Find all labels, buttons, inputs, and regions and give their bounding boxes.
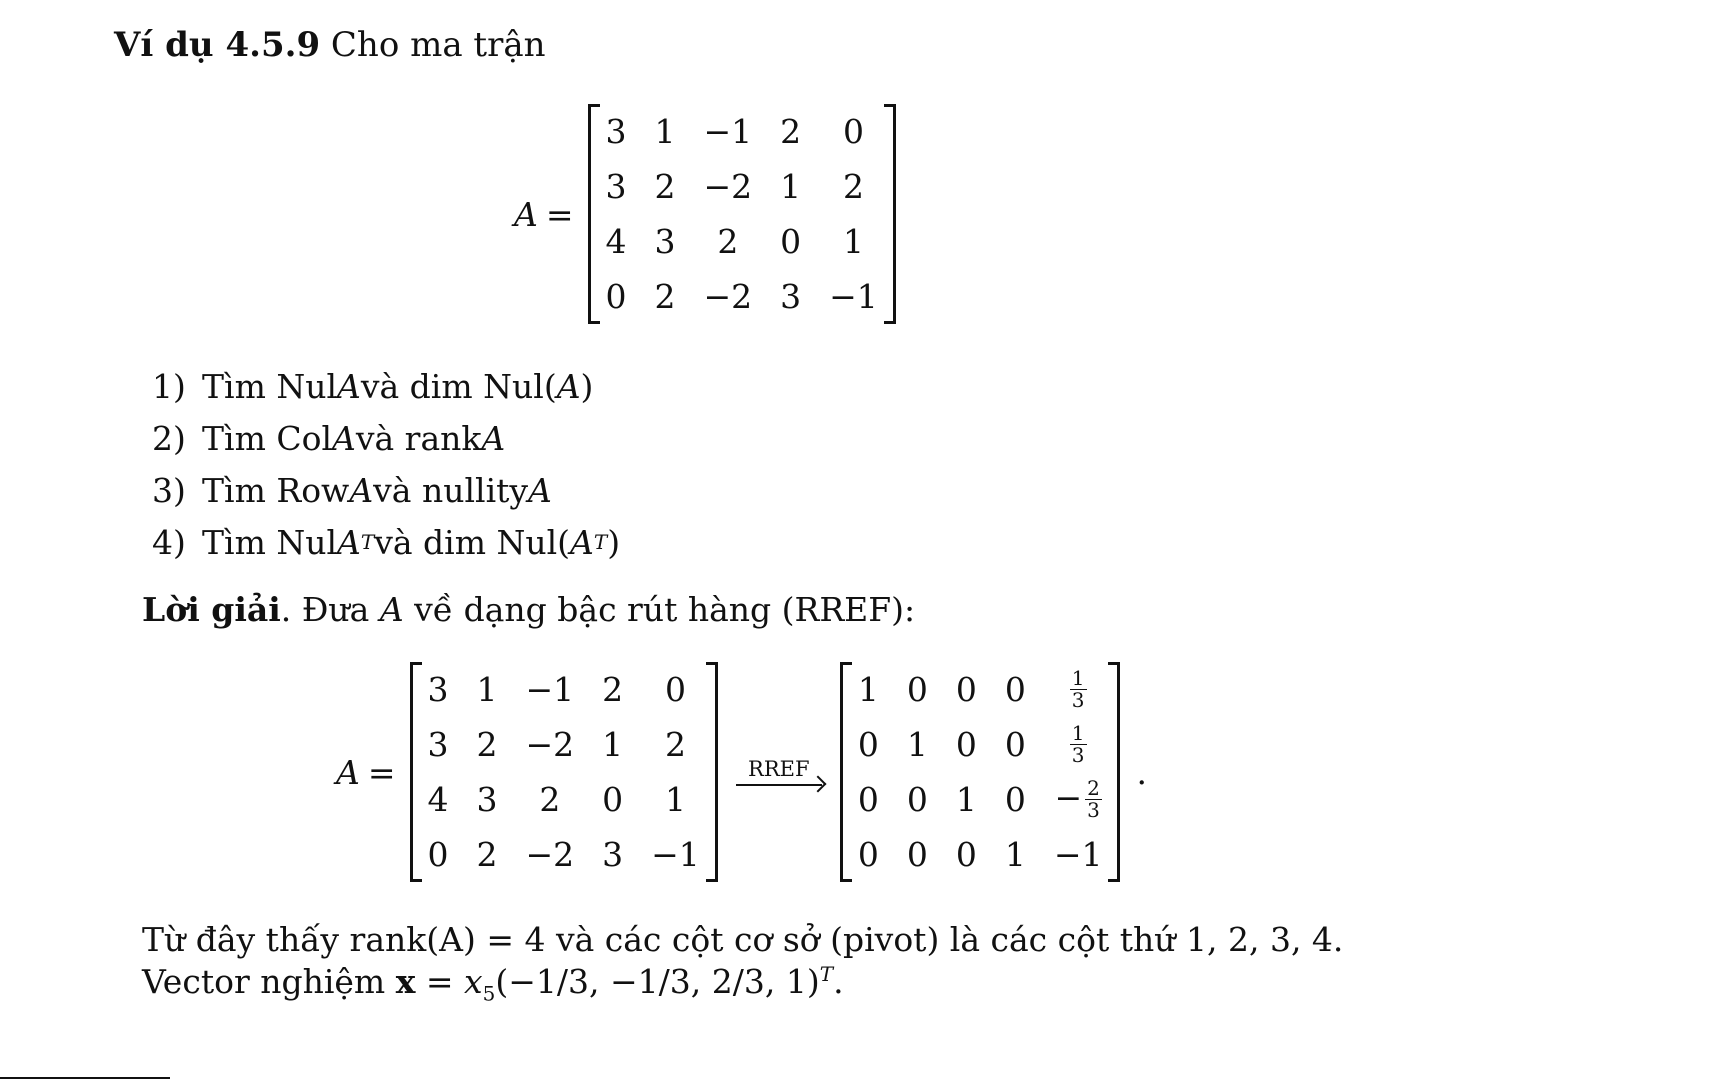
matrix-entry: 0 bbox=[1004, 725, 1026, 764]
solution-label: Lời giải bbox=[142, 590, 281, 629]
reduction-matrix-a-table bbox=[424, 662, 704, 882]
matrix-entry: 2 bbox=[842, 167, 864, 206]
matrix-entry: 3 bbox=[780, 277, 802, 316]
solution-post: về dạng bậc rút hàng (RREF): bbox=[403, 590, 916, 629]
solution-var: A bbox=[379, 590, 404, 629]
matrix-a-display bbox=[514, 104, 896, 324]
matrix-entry: 2 bbox=[476, 835, 498, 874]
matrix-entry: 0 bbox=[605, 277, 627, 316]
matrix-entry: − $\frac{2}{3}$ bbox=[1054, 776, 1100, 823]
task-item: 2) Tìm Col A và rank A bbox=[152, 418, 506, 458]
matrix-entry bbox=[1040, 662, 1107, 717]
matrix-entry: 1 bbox=[780, 167, 802, 206]
matrix-entry: 0 bbox=[664, 670, 686, 709]
matrix-entry: 0 bbox=[1004, 780, 1026, 819]
matrix-entry: −1 bbox=[651, 835, 700, 874]
fraction: $\frac{2}{3}$ bbox=[1087, 776, 1100, 823]
matrix-entry: 4 bbox=[427, 780, 449, 819]
rref-matrix bbox=[840, 662, 1121, 882]
task-number: 2) bbox=[152, 418, 186, 458]
period: . bbox=[1136, 752, 1147, 792]
matrix-entry: 2 bbox=[539, 780, 561, 819]
matrix-entry: −2 bbox=[703, 167, 753, 206]
matrix-row bbox=[424, 772, 704, 827]
fraction: $\frac{1}{3}$ bbox=[1071, 666, 1085, 713]
matrix-entry: 3 bbox=[605, 167, 627, 206]
reduction-matrix-a bbox=[410, 662, 718, 882]
matrix-entry: 1 bbox=[664, 780, 686, 819]
matrix-entry: 1 bbox=[476, 670, 498, 709]
matrix-entry: 0 bbox=[906, 670, 928, 709]
matrix-entry: 4 bbox=[605, 222, 627, 261]
matrix-entry: −1 bbox=[1053, 835, 1103, 874]
task-item: 1) Tìm Nul A và dim Nul( A ) bbox=[152, 366, 594, 406]
matrix-entry: 3 bbox=[427, 725, 449, 764]
matrix-entry: 3 bbox=[654, 222, 676, 261]
rref-matrix-table bbox=[854, 662, 1107, 882]
matrix-row bbox=[854, 717, 1107, 772]
task-number: 1) bbox=[152, 366, 186, 406]
matrix-entry: −1 bbox=[703, 112, 753, 151]
matrix-a-lhs: A = bbox=[514, 194, 574, 234]
example-label: Ví dụ 4.5.9 bbox=[114, 25, 321, 65]
matrix-a bbox=[588, 104, 896, 324]
matrix-row bbox=[424, 717, 704, 772]
matrix-entry: 1 bbox=[654, 112, 676, 151]
matrix-entry: −1 bbox=[525, 670, 575, 709]
matrix-row bbox=[424, 827, 704, 882]
task-list bbox=[152, 360, 620, 568]
task-item: 4) Tìm Nul A T và dim Nul( A T ) bbox=[152, 522, 621, 562]
matrix-entry: 2 bbox=[780, 112, 802, 151]
solution-intro bbox=[142, 590, 915, 629]
matrix-entry bbox=[1040, 717, 1107, 772]
matrix-entry: 1 bbox=[602, 725, 624, 764]
matrix-entry: 1 bbox=[906, 725, 928, 764]
matrix-entry: 0 bbox=[857, 780, 879, 819]
matrix-entry: 0 bbox=[602, 780, 624, 819]
solution-pre: . Đưa bbox=[280, 590, 380, 629]
conclusion-line-2: Vector nghiệm $x = x_5(-1/3$, −1/3, 2/3, 1)$^T$. bbox=[142, 962, 844, 1006]
matrix-row bbox=[602, 104, 882, 159]
matrix-entry: 3 bbox=[427, 670, 449, 709]
matrix-row bbox=[602, 269, 882, 324]
matrix-entry: −2 bbox=[703, 277, 753, 316]
matrix-entry: 0 bbox=[857, 835, 879, 874]
matrix-entry: −2 bbox=[525, 835, 575, 874]
matrix-entry: 0 bbox=[955, 835, 977, 874]
matrix-row bbox=[854, 662, 1107, 717]
matrix-a-table bbox=[602, 104, 882, 324]
rref-arrow-label: RREF bbox=[748, 756, 810, 781]
reduction-display bbox=[336, 662, 1147, 882]
matrix-entry: 2 bbox=[476, 725, 498, 764]
conclusion-line-1: Từ đây thấy rank(A) = 4 và các cột cơ sở (pivot) là các cột thứ 1, 2, 3, 4. bbox=[142, 920, 1344, 959]
matrix-entry: 0 bbox=[427, 835, 449, 874]
matrix-entry: 2 bbox=[602, 670, 624, 709]
conclusion bbox=[142, 920, 1343, 1004]
matrix-row bbox=[602, 214, 882, 269]
footer-rule bbox=[0, 1077, 170, 1079]
matrix-entry: −1 bbox=[829, 277, 878, 316]
matrix-entry: 2 bbox=[717, 222, 739, 261]
matrix-entry: 1 bbox=[842, 222, 864, 261]
matrix-entry: −2 bbox=[525, 725, 575, 764]
matrix-entry: 0 bbox=[1004, 670, 1026, 709]
matrix-entry: 2 bbox=[654, 277, 676, 316]
matrix-entry: 0 bbox=[955, 725, 977, 764]
matrix-entry: 3 bbox=[476, 780, 498, 819]
rref-arrow bbox=[736, 756, 822, 786]
matrix-entry: 0 bbox=[906, 835, 928, 874]
matrix-entry: 1 bbox=[1004, 835, 1026, 874]
example-heading bbox=[114, 25, 546, 65]
matrix-row bbox=[602, 159, 882, 214]
matrix-entry: 1 bbox=[955, 780, 977, 819]
matrix-row bbox=[854, 827, 1107, 882]
matrix-entry: 0 bbox=[857, 725, 879, 764]
matrix-row bbox=[854, 772, 1107, 827]
example-text: Cho ma trận bbox=[330, 25, 546, 65]
task-number: 3) bbox=[152, 470, 186, 510]
matrix-row bbox=[424, 662, 704, 717]
task-item: 3) Tìm Row A và nullity A bbox=[152, 470, 552, 510]
matrix-entry: 1 bbox=[857, 670, 879, 709]
matrix-entry: 0 bbox=[906, 780, 928, 819]
fraction: $\frac{1}{3}$ bbox=[1071, 721, 1085, 768]
matrix-entry: 3 bbox=[602, 835, 624, 874]
reduction-lhs: A = bbox=[336, 752, 396, 792]
matrix-entry: 0 bbox=[842, 112, 864, 151]
matrix-entry: 2 bbox=[654, 167, 676, 206]
matrix-entry: 0 bbox=[780, 222, 802, 261]
matrix-entry: 0 bbox=[955, 670, 977, 709]
matrix-entry: 2 bbox=[664, 725, 686, 764]
arrow-right-icon bbox=[736, 784, 822, 786]
matrix-entry: 3 bbox=[605, 112, 627, 151]
task-number: 4) bbox=[152, 522, 186, 562]
